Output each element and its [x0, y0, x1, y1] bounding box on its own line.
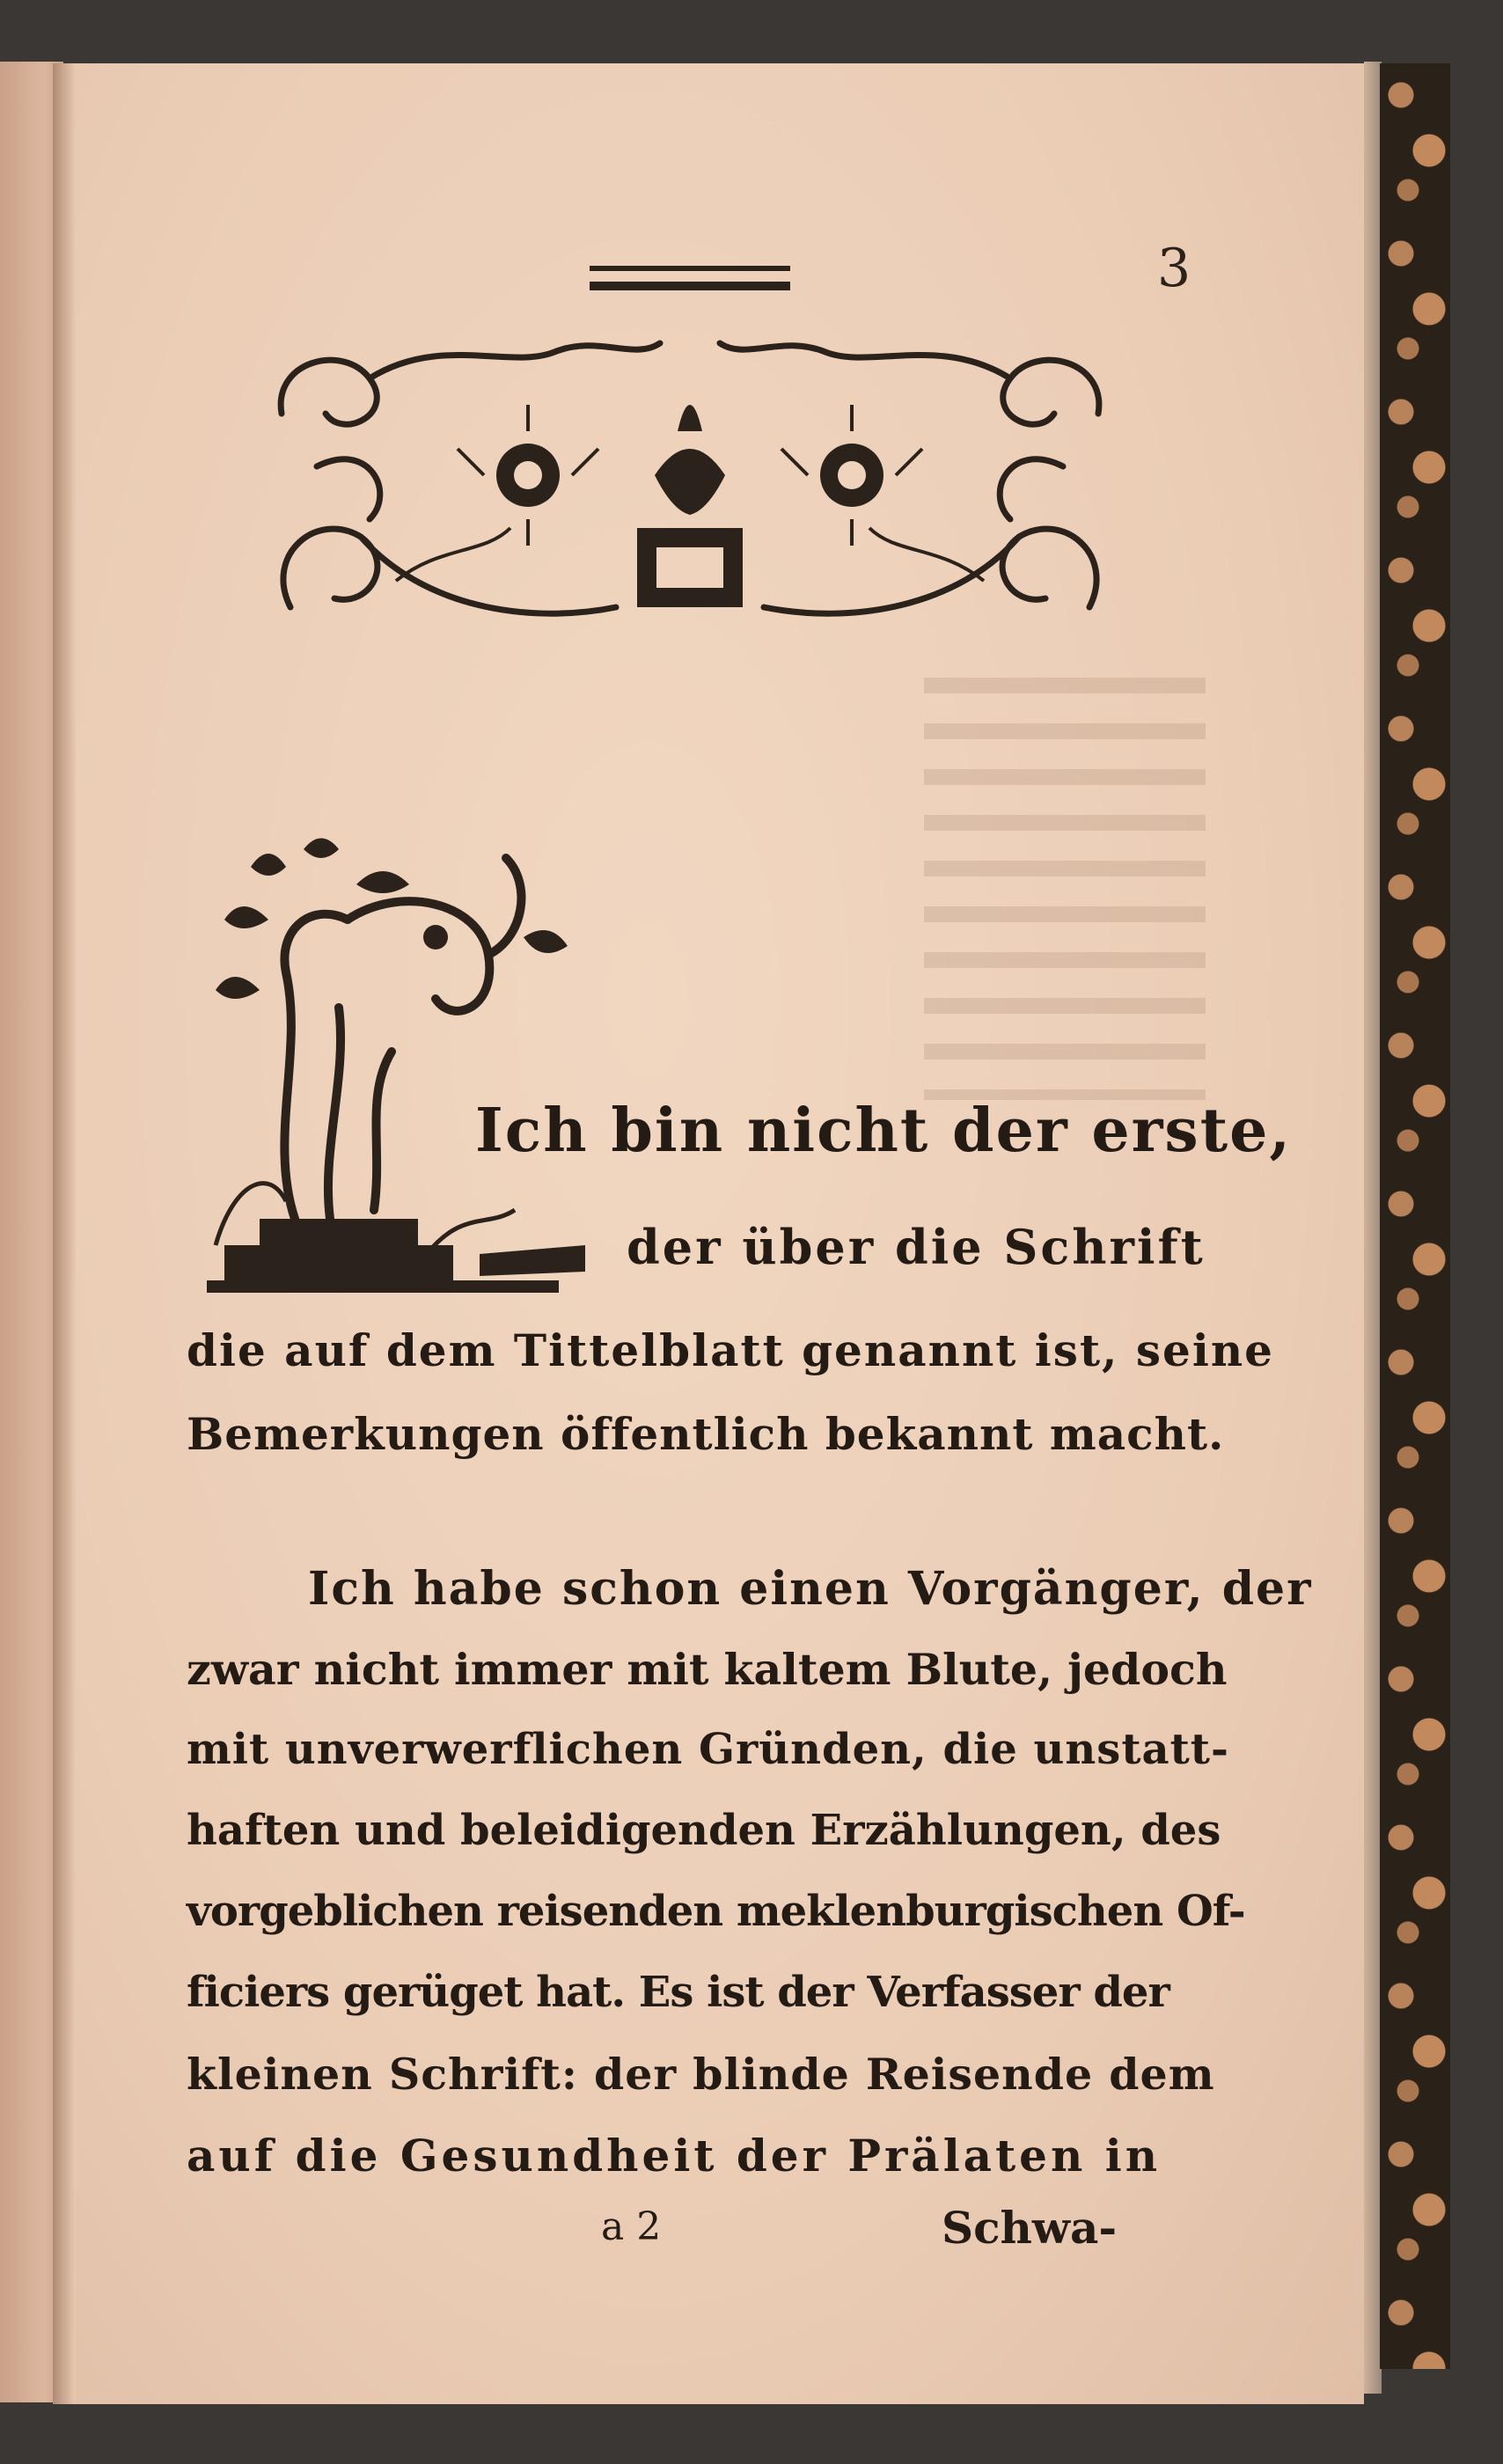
catchword: Schwa-	[942, 2202, 1118, 2254]
text-line-1: Ich bin nicht der erste,	[475, 1096, 1293, 1166]
text-line-7: mit unverwerflichen Gründen, die unstatt-	[187, 1725, 1229, 1774]
headpiece-ornament	[264, 317, 1116, 651]
text-line-2: der über die Schrift	[627, 1219, 1206, 1275]
header-rule	[590, 266, 790, 290]
text-line-10: ficiers gerüget hat. Es ist der Verfasser der	[187, 1968, 1169, 2017]
signature-mark: a 2	[601, 2204, 662, 2249]
page-number: 3	[1157, 238, 1191, 299]
text-line-11: kleinen Schrift: der blinde Reisende dem	[187, 2049, 1215, 2100]
marbled-cover	[1380, 63, 1450, 2369]
page-stack-edge	[1364, 62, 1382, 2394]
text-line-5: Ich habe schon einen Vorgänger, der	[308, 1562, 1313, 1616]
text-line-3: die auf dem Tittelblatt genannt ist, seine	[187, 1324, 1274, 1376]
text-line-12: auf die Gesundheit der Prälaten in	[187, 2130, 1162, 2182]
page-gutter	[53, 63, 76, 2404]
text-line-8: haften und beleidigenden Erzählungen, des	[187, 1806, 1221, 1855]
bleed-through	[924, 678, 1206, 1100]
text-line-6: zwar nicht immer mit kaltem Blute, jedoch	[187, 1644, 1228, 1695]
text-line-4: Bemerkungen öffentlich bekannt macht.	[187, 1408, 1225, 1460]
decorated-initial-ornament	[198, 832, 585, 1324]
text-line-9: vorgeblichen reisenden meklenburgischen Of-	[187, 1887, 1245, 1936]
